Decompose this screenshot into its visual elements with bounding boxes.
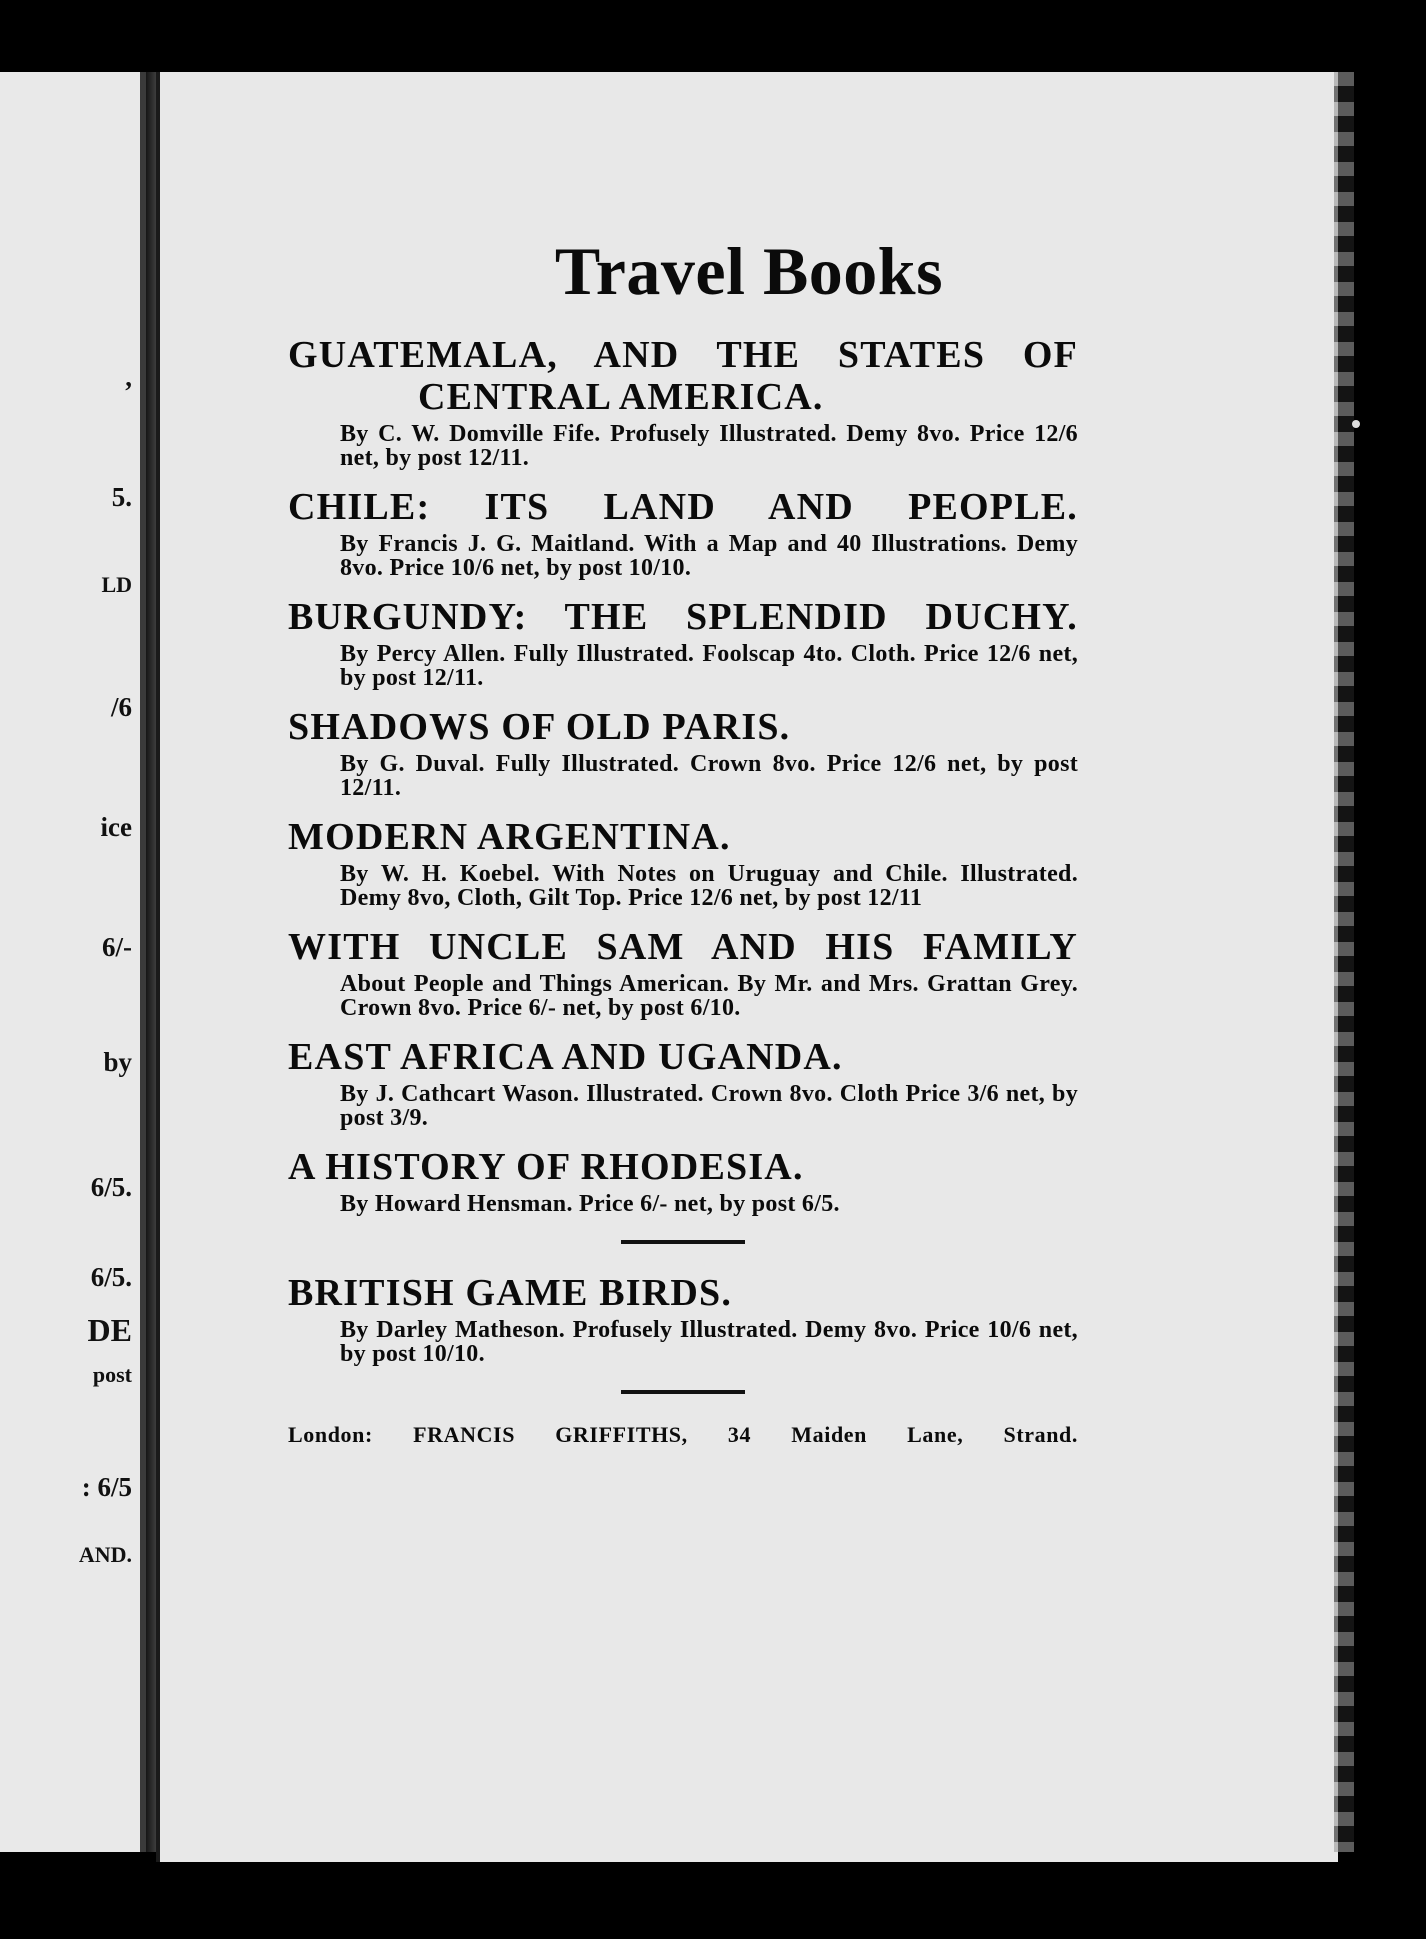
divider-rule <box>621 1240 745 1244</box>
book-entry <box>288 1146 1078 1216</box>
left-page-fragment: DE <box>87 1312 132 1348</box>
book-title <box>288 334 1078 418</box>
left-page-fragment: , <box>125 362 132 392</box>
book-entry <box>288 1272 1078 1366</box>
book-entry <box>288 596 1078 690</box>
book-title: A HISTORY OF RHODESIA. <box>288 1146 804 1188</box>
book-entry <box>288 334 1078 470</box>
left-facing-page <box>0 72 146 1852</box>
left-page-fragment: : 6/5 <box>81 1472 132 1502</box>
book-title: EAST AFRICA AND UGANDA. <box>288 1036 843 1078</box>
left-page-fragment: 6/- <box>102 932 132 962</box>
book-title: CHILE: ITS LAND AND PEOPLE. <box>288 486 1078 528</box>
book-entry <box>288 816 1078 910</box>
divider-rule <box>621 1390 745 1394</box>
book-details: By Howard Hensman. Price 6/- net, by post 6/5. <box>340 1191 840 1217</box>
left-page-fragment: 6/5. <box>90 1172 132 1202</box>
book-title-line: CENTRAL AMERICA. <box>418 376 824 418</box>
left-page-fragment: LD <box>101 572 132 597</box>
book-details: By W. H. Koebel. With Notes on Uruguay and Chile. Illustrated. Demy 8vo, Cloth, Gilt Top. Price 12/6 net, by post 12/11 <box>340 861 1078 911</box>
page-edge <box>1334 72 1354 1852</box>
book-details: By C. W. Domville Fife. Profusely Illustrated. Demy 8vo. Price 12/6 net, by post 12/11. <box>340 421 1078 471</box>
book-entry <box>288 926 1078 1020</box>
book-title: BRITISH GAME BIRDS. <box>288 1272 733 1314</box>
book-details: By Francis J. G. Maitland. With a Map and 40 Illustrations. Demy 8vo. Price 10/6 net, by post 10/10. <box>340 531 1078 581</box>
book-page <box>156 72 1338 1862</box>
book-title: BURGUNDY: THE SPLENDID DUCHY. <box>288 596 1078 638</box>
page-title: Travel Books <box>554 233 944 309</box>
book-entry <box>288 706 1078 800</box>
book-details: By G. Duval. Fully Illustrated. Crown 8vo. Price 12/6 net, by post 12/11. <box>340 751 1078 801</box>
book-details: By J. Cathcart Wason. Illustrated. Crown 8vo. Cloth Price 3/6 net, by post 3/9. <box>340 1081 1078 1131</box>
book-details: By Darley Matheson. Profusely Illustrated. Demy 8vo. Price 10/6 net, by post 10/10. <box>340 1317 1078 1367</box>
book-title: WITH UNCLE SAM AND HIS FAMILY <box>288 926 1078 968</box>
book-details: By Percy Allen. Fully Illustrated. Foolscap 4to. Cloth. Price 12/6 net, by post 12/11. <box>340 641 1078 691</box>
speck <box>1352 420 1360 428</box>
book-title: SHADOWS OF OLD PARIS. <box>288 706 791 748</box>
book-details: About People and Things American. By Mr. and Mrs. Grattan Grey. Crown 8vo. Price 6/- net, by post 6/10. <box>340 971 1078 1021</box>
left-page-fragment: AND. <box>78 1542 132 1567</box>
left-page-fragment: 5. <box>111 482 132 512</box>
book-title: MODERN ARGENTINA. <box>288 816 731 858</box>
book-entry <box>288 486 1078 580</box>
book-list <box>288 334 1078 1448</box>
left-page-fragment: post <box>92 1362 132 1387</box>
left-page-fragment: 6/5. <box>90 1262 132 1292</box>
book-entry <box>288 1036 1078 1130</box>
book-title-line: GUATEMALA, AND THE STATES OF <box>288 334 1078 376</box>
left-page-fragment: by <box>103 1047 132 1077</box>
publisher-imprint: London: FRANCIS GRIFFITHS, 34 Maiden Lane, Strand. <box>288 1422 1078 1447</box>
left-page-fragment: ice <box>100 812 132 842</box>
left-page-fragment: /6 <box>110 692 132 722</box>
